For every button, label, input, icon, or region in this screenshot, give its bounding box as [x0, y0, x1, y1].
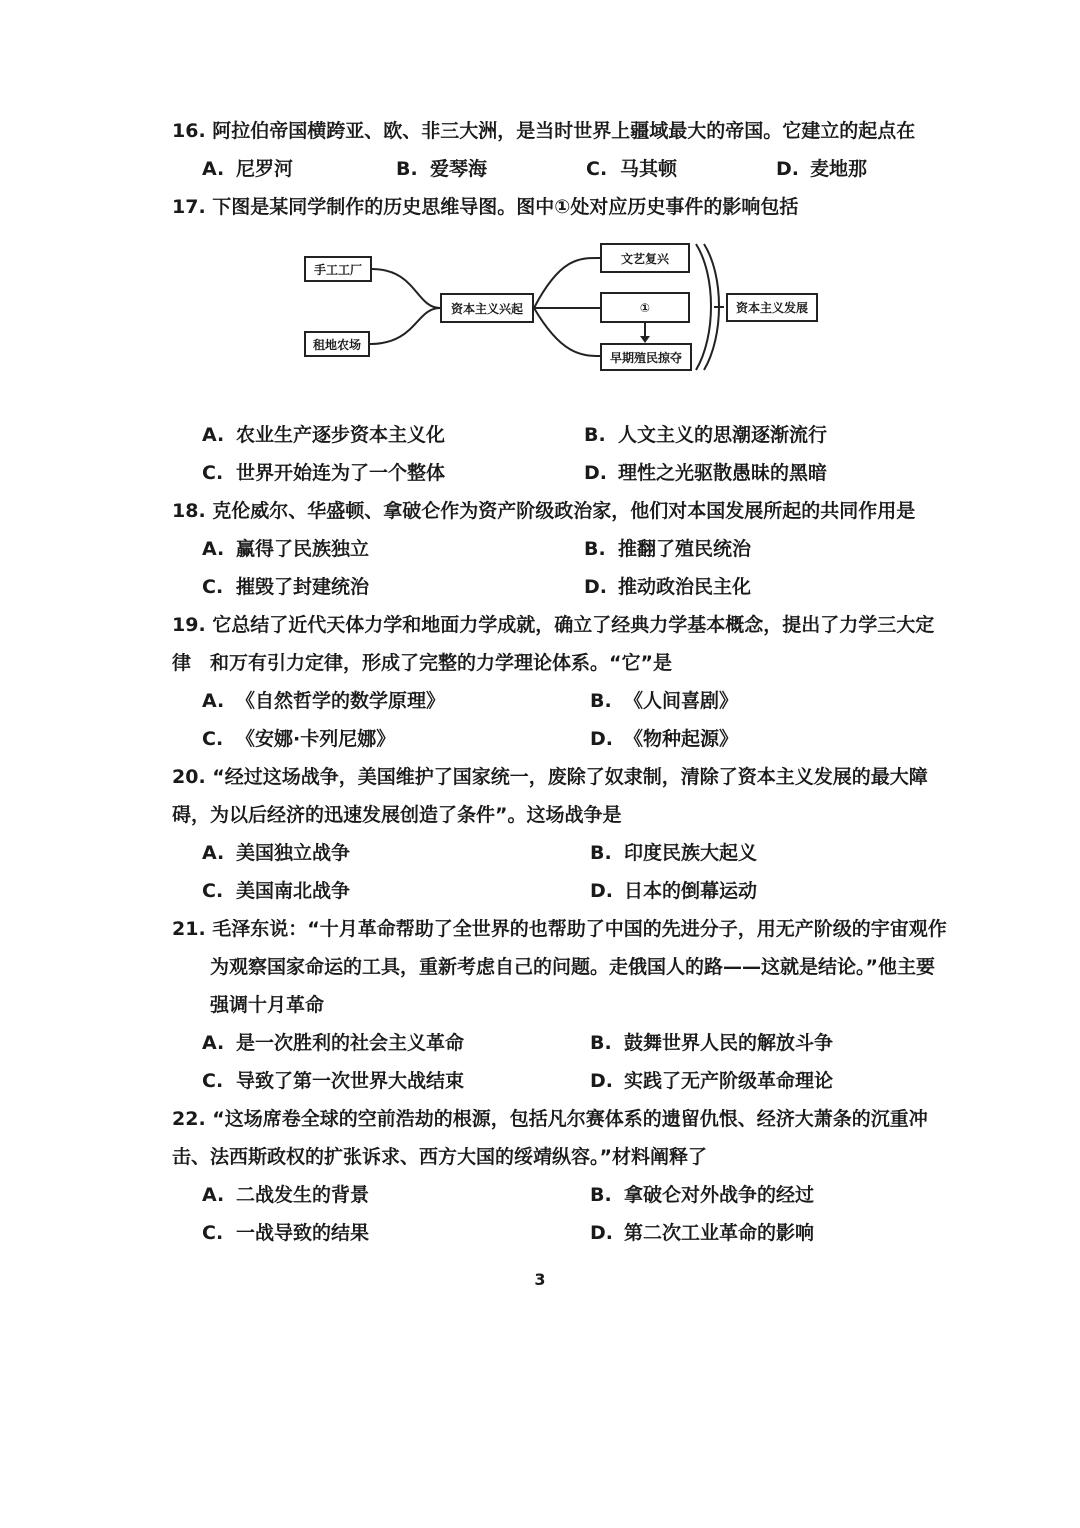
question-21-stem-line3: 强调十月革命: [210, 994, 325, 1016]
q17-option-b[interactable]: B. 人文主义的思潮逐渐流行: [584, 424, 828, 446]
question-text: 它总结了近代天体力学和地面力学成就，确立了经典力学基本概念，提出了力学三大定律: [172, 614, 935, 674]
q22-option-c[interactable]: C. 一战导致的结果: [202, 1222, 370, 1244]
box-blank-1: ①: [600, 292, 690, 323]
q21-option-c[interactable]: C. 导致了第一次世界大战结束: [202, 1070, 465, 1092]
question-number: 19.: [172, 614, 206, 636]
q16-option-d[interactable]: D. 麦地那: [776, 158, 868, 180]
box-renaissance: 文艺复兴: [600, 243, 690, 273]
q19-option-b[interactable]: B. 《人间喜剧》: [590, 690, 739, 712]
q21-option-d[interactable]: D. 实践了无产阶级革命理论: [590, 1070, 834, 1092]
question-number: 21.: [172, 918, 206, 940]
question-text: 克伦威尔、华盛顿、拿破仑作为资产阶级政治家，他们对本国发展所起的共同作用是: [212, 500, 916, 522]
question-number: 20.: [172, 766, 206, 788]
question-17-stem: [172, 188, 952, 226]
q18-option-d[interactable]: D. 推动政治民主化: [584, 576, 752, 598]
box-leased-farm: 租地农场: [304, 331, 370, 357]
page-number: 3: [534, 1270, 546, 1289]
q16-option-c[interactable]: C. 马其顿: [586, 158, 678, 180]
q20-option-d[interactable]: D. 日本的倒幕运动: [590, 880, 758, 902]
q19-option-c[interactable]: C. 《安娜·卡列尼娜》: [202, 728, 396, 750]
q20-option-a[interactable]: A. 美国独立战争: [202, 842, 351, 864]
question-18-stem: [172, 492, 952, 530]
q19-option-d[interactable]: D. 《物种起源》: [590, 728, 739, 750]
q18-option-b[interactable]: B. 推翻了殖民统治: [584, 538, 752, 560]
question-number: 18.: [172, 500, 206, 522]
question-text: 毛泽东说：“十月革命帮助了全世界的也帮助了中国的先进分子，用无产阶级的宇宙观作: [212, 918, 947, 940]
q22-option-d[interactable]: D. 第二次工业革命的影响: [590, 1222, 815, 1244]
q19-option-a[interactable]: A. 《自然哲学的数学原理》: [202, 690, 446, 712]
q17-option-c[interactable]: C. 世界开始连为了一个整体: [202, 462, 446, 484]
question-21-stem: [172, 910, 952, 948]
question-20-stem-line2: 为以后经济的迅速发展创造了条件”。这场战争是: [210, 804, 622, 826]
question-number: 22.: [172, 1108, 206, 1130]
q21-option-a[interactable]: A. 是一次胜利的社会主义革命: [202, 1032, 465, 1054]
question-21-stem-line2: 为观察国家命运的工具，重新考虑自己的问题。走俄国人的路——这就是结论。”他主要: [210, 956, 935, 978]
box-capitalism-development: 资本主义发展: [726, 293, 818, 322]
question-number: 16.: [172, 120, 206, 142]
box-rise-of-capitalism: 资本主义兴起: [440, 293, 534, 323]
q22-option-a[interactable]: A. 二战发生的背景: [202, 1184, 370, 1206]
question-text: “经过这场战争，美国维护了国家统一，废除了奴隶制，清除了资本主义发展的最大障碍，: [172, 766, 928, 826]
q16-option-a[interactable]: A. 尼罗河: [202, 158, 294, 180]
q22-option-b[interactable]: B. 拿破仑对外战争的经过: [590, 1184, 815, 1206]
box-handicraft-workshop: 手工工厂: [304, 256, 372, 282]
q17-option-d[interactable]: D. 理性之光驱散愚昧的黑暗: [584, 462, 828, 484]
question-text: 阿拉伯帝国横跨亚、欧、非三大洲，是当时世界上疆域最大的帝国。它建立的起点在: [212, 120, 916, 142]
q17-option-a[interactable]: A. 农业生产逐步资本主义化: [202, 424, 446, 446]
history-mind-map: [296, 236, 836, 376]
question-19-stem-line2: 和万有引力定律，形成了完整的力学理论体系。“它”是: [210, 652, 672, 674]
box-early-colonial-plunder: 早期殖民掠夺: [600, 343, 692, 371]
q20-option-b[interactable]: B. 印度民族大起义: [590, 842, 758, 864]
question-number: 17.: [172, 196, 206, 218]
question-text: 下图是某同学制作的历史思维导图。图中①处对应历史事件的影响包括: [212, 196, 799, 218]
q20-option-c[interactable]: C. 美国南北战争: [202, 880, 351, 902]
question-16-stem: [172, 112, 952, 150]
q16-option-b[interactable]: B. 爱琴海: [396, 158, 488, 180]
q18-option-a[interactable]: A. 赢得了民族独立: [202, 538, 370, 560]
question-text: “这场席卷全球的空前浩劫的根源，包括凡尔赛体系的遗留仇恨、经济大萧条的沉重冲击、: [172, 1108, 928, 1168]
q18-option-c[interactable]: C. 摧毁了封建统治: [202, 576, 370, 598]
q21-option-b[interactable]: B. 鼓舞世界人民的解放斗争: [590, 1032, 834, 1054]
question-22-stem-line2: 法西斯政权的扩张诉求、西方大国的绥靖纵容。”材料阐释了: [210, 1146, 707, 1168]
